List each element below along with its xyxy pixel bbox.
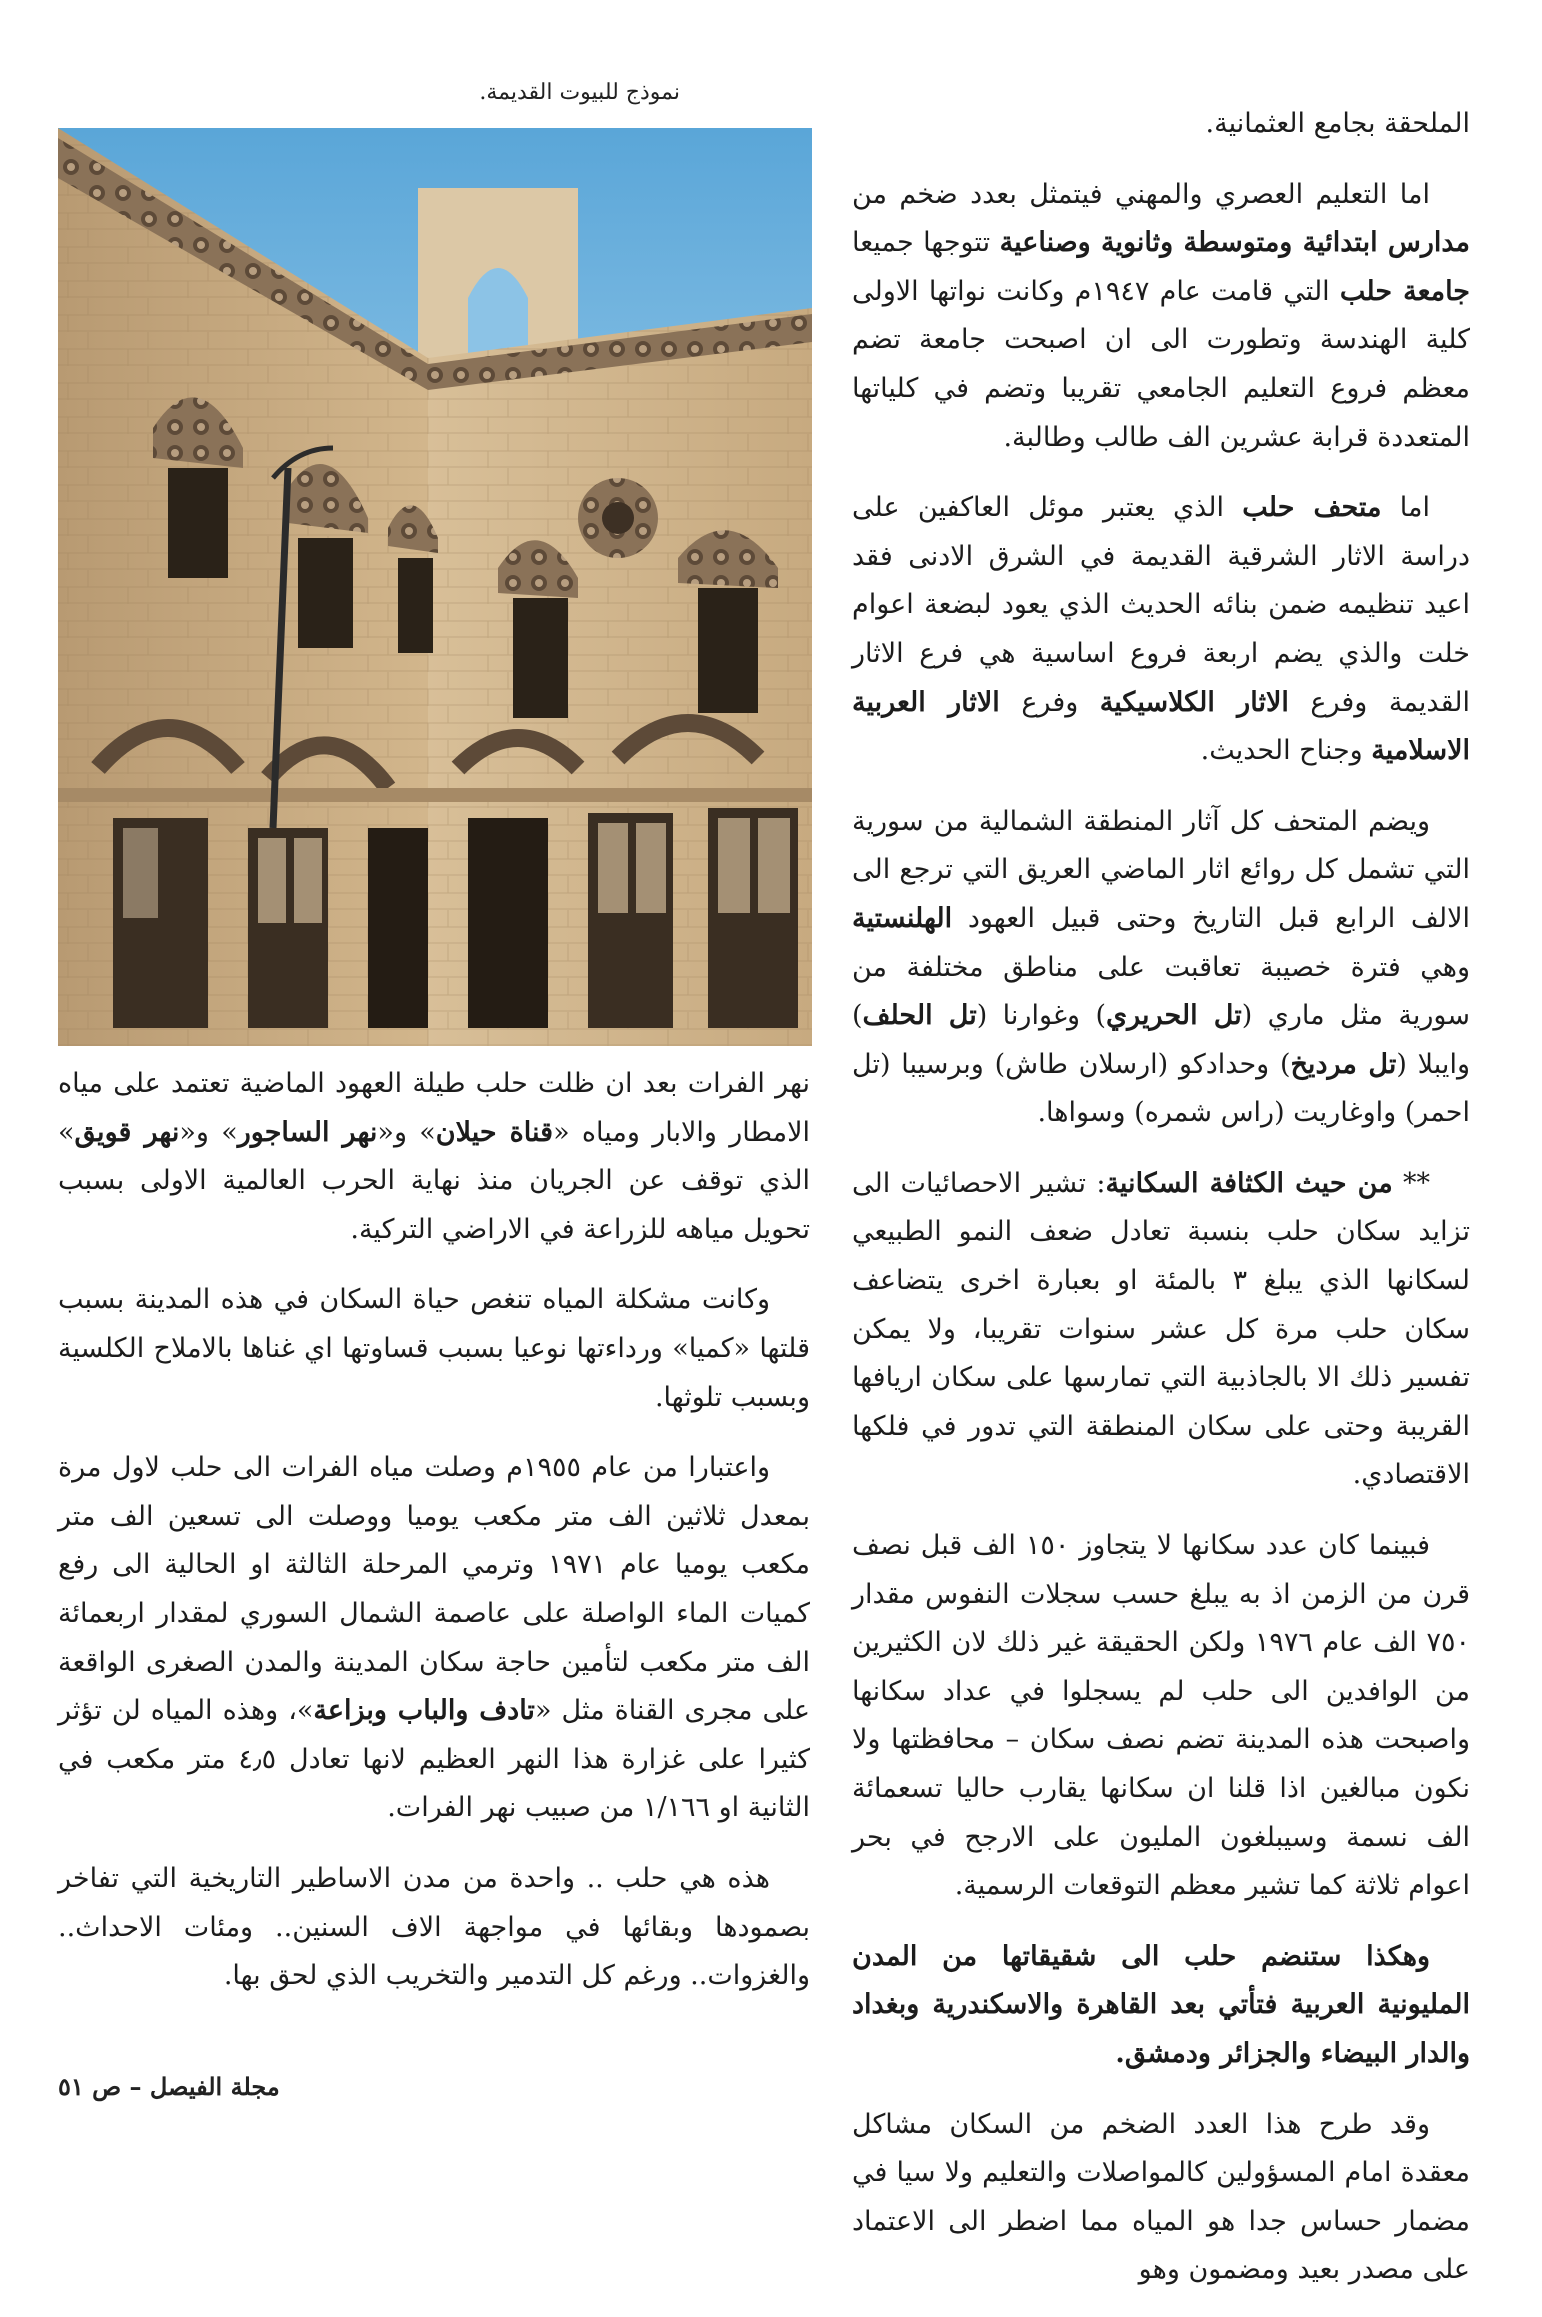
paragraph-text: »، وهذه المياه لن تؤثر كثيرا على غزارة هذا النهر العظيم لانها تعادل ٤٫٥ متر مكعب في الثانية او ١/١٦٦ من صبيب نهر الفرات. [58,1695,810,1824]
bold-term: نهر الساجور [237,1116,378,1148]
paragraph-text: فبينما كان عدد سكانها لا يتجاوز ١٥٠ الف قبل نصف قرن من الزمن اذ به يبلغ حسب سجلات النفوس مقدار ٧٥٠ الف عام ١٩٧٦ ولكن الحقيقة غير ذلك لان الكثيرين من الوافدين الى حلب لم يسجلوا في عداد سكانها واصبحت هذه المدينة تضم نصف سكان – محافظتها ولا نكون مبالغين اذا قلنا ان سكانها يقارب حاليا تسعمائة الف نسمة وسيبلغون المليون على الارجح في بحر اعوام ثلاثة كما تشير معظم التوقعات الرسمية. [852,1530,1470,1902]
magazine-name: مجلة الفيصل [149,2072,280,2101]
bold-term: تل مرديخ [1290,1048,1397,1080]
paragraph-text: » الذي توقف عن الجريان منذ نهاية الحرب العالمية الاولى بسبب تحويل مياهه للزراعة في الاراضي التركية. [58,1116,810,1245]
right-text-column [852,100,1470,2317]
paragraph-text: الذي يعتبر موئل العاكفين على دراسة الاثار الشرقية القديمة في الشرق الادنى فقد اعيد تنظيمه ضمن بنائه الحديث الذي يعود لبضعة اعوام خلت والذي يضم اربعة فروع اساسية هي فرع الاثار القديمة وفرع [852,492,1470,718]
paragraph-text: وكانت مشكلة المياه تنغص حياة السكان في هذه المدينة بسبب قلتها «كميا» ورداءتها نوعيا بسبب قساوتها اي غناها بالاملاح الكلسية وبسبب تلوثها. [58,1284,810,1413]
bold-term: من حيث الكثافة السكانية [1105,1167,1393,1199]
bold-term: تادف والباب وبزاعة [313,1695,535,1727]
article-paragraph [58,1276,810,1422]
paragraph-text: تتوجها جميعا [852,227,1000,259]
bold-term: الهلنستية [852,902,953,934]
article-paragraph [852,1160,1470,1500]
article-paragraph [852,100,1470,149]
old-house-photo [58,128,812,1046]
bold-term: تل الحريري [1106,1000,1242,1032]
paragraph-text: ويضم المتحف كل آثار المنطقة الشمالية من سورية التي تشمل كل روائع اثار الماضي العريق التي ترجع الى الالف الرابع قبل التاريخ وحتى قبيل العهود [852,805,1470,934]
article-paragraph [852,2101,1470,2295]
article-paragraph [852,798,1470,1138]
paragraph-text: التي قامت عام ١٩٤٧م وكانت نواتها الاولى كلية الهندسة وتطورت الى ان اصبحت جامعة تضم معظم فروع التعليم الجامعي تقريبا وتضم في كلياتها المتعددة قرابة عشرين الف طالب وطالبة. [852,275,1470,453]
left-text-column [58,1060,810,2023]
bold-term: تل الحلف [862,1000,977,1032]
bold-term: متحف حلب [1242,492,1382,524]
paragraph-text: ) وغوارنا ( [976,1000,1106,1032]
paragraph-text: وقد طرح هذا العدد الضخم من السكان مشاكل معقدة امام المسؤولين كالمواصلات والتعليم ولا سيا في مضمار حساس جدا هو المياه مما اضطر الى الاعتماد على مصدر بعيد ومضمون وهو [852,2108,1470,2286]
paragraph-text: واعتبارا من عام ١٩٥٥م وصلت مياه الفرات الى حلب لاول مرة بمعدل ثلاثين الف متر مكعب يوميا ووصلت الى تسعين الف متر مكعب يوميا عام ١٩٧١ وترمي المرحلة الثالثة او الحالية الى رفع كميات الماء الواصلة على عاصمة الشمال السوري لمقدار اربعمائة الف متر مكعب لتأمين حاجة سكان المدينة والمدن الصغرى الواقعة على مجرى القناة مثل « [58,1452,810,1727]
paragraph-text: الملحقة بجامع العثمانية. [1205,108,1470,139]
old-house-illustration [58,128,812,1046]
article-paragraph [58,1444,810,1833]
bold-term: نهر قويق [74,1116,180,1148]
paragraph-text: وجناح الحديث. [1200,735,1372,767]
paragraph-text: وهي فترة خصيبة تعاقبت على مناطق مختلفة من سورية مثل ماري ( [852,951,1470,1032]
photo-caption: نموذج للبيوت القديمة. [479,80,680,105]
page-number: ص ٥١ [58,2072,122,2101]
article-paragraph [58,1060,810,1254]
paragraph-text: اما التعليم العصري والمهني فيتمثل بعدد ضخم من [852,178,1430,210]
bold-term: وهكذا ستنضم حلب الى شقيقاتها من المدن المليونية العربية فتأتي بعد القاهرة والاسكندرية وبغداد والدار البيضاء والجزائر ودمشق. [852,1940,1470,2069]
article-paragraph [852,171,1470,463]
paragraph-text: ) وايبلا ( [852,1000,1470,1080]
paragraph-text: ) وحدادكو (ارسلان طاش) وبرسيبا (تل احمر) واوغاريت (راس شمره) وسواها. [852,1048,1470,1129]
paragraph-text: » و« [179,1116,238,1148]
paragraph-text: اما [1381,492,1430,524]
bold-term: جامعة حلب [1339,275,1470,307]
bold-term: مدارس ابتدائية ومتوسطة وثانوية وصناعية [999,227,1470,259]
paragraph-text: وفرع [999,686,1100,718]
footer-separator: – [129,2072,142,2101]
bold-term: الاثار العربية الاسلامية [852,686,1470,767]
paragraph-text: : تشير الاحصائيات الى تزايد سكان حلب بنسبة تعادل ضعف النمو الطبيعي لسكانها الذي يبلغ ٣ بالمئة او بعبارة اخرى يتضاعف سكان حلب مرة كل عشر سنوات تقريبا، ولا يمكن تفسير ذلك الا بالجاذبية التي تمارسها على سكان اريافها القريبة وحتى على سكان المنطقة التي تدور في فلكها الاقتصادي. [852,1167,1470,1491]
page-footer [58,2072,418,2101]
article-paragraph [852,1522,1470,1911]
article-paragraph [58,1855,810,2001]
article-paragraph [852,1933,1470,2079]
paragraph-text: هذه هي حلب .. واحدة من مدن الاساطير التاريخية التي تفاخر بصمودها وبقائها في مواجهة الاف السنين.. ومئات الاحداث.. والغزوات.. ورغم كل التدمير والتخريب الذي لحق بها. [58,1862,810,1992]
paragraph-text: ** [1392,1167,1430,1199]
article-paragraph [852,484,1470,776]
paragraph-text: نهر الفرات بعد ان ظلت حلب طيلة العهود الماضية تعتمد على مياه الامطار والابار ومياه « [58,1068,810,1148]
bold-term: الاثار الكلاسيكية [1099,686,1289,718]
bold-term: قناة حيلان [435,1116,554,1148]
paragraph-text: » و« [377,1116,436,1148]
